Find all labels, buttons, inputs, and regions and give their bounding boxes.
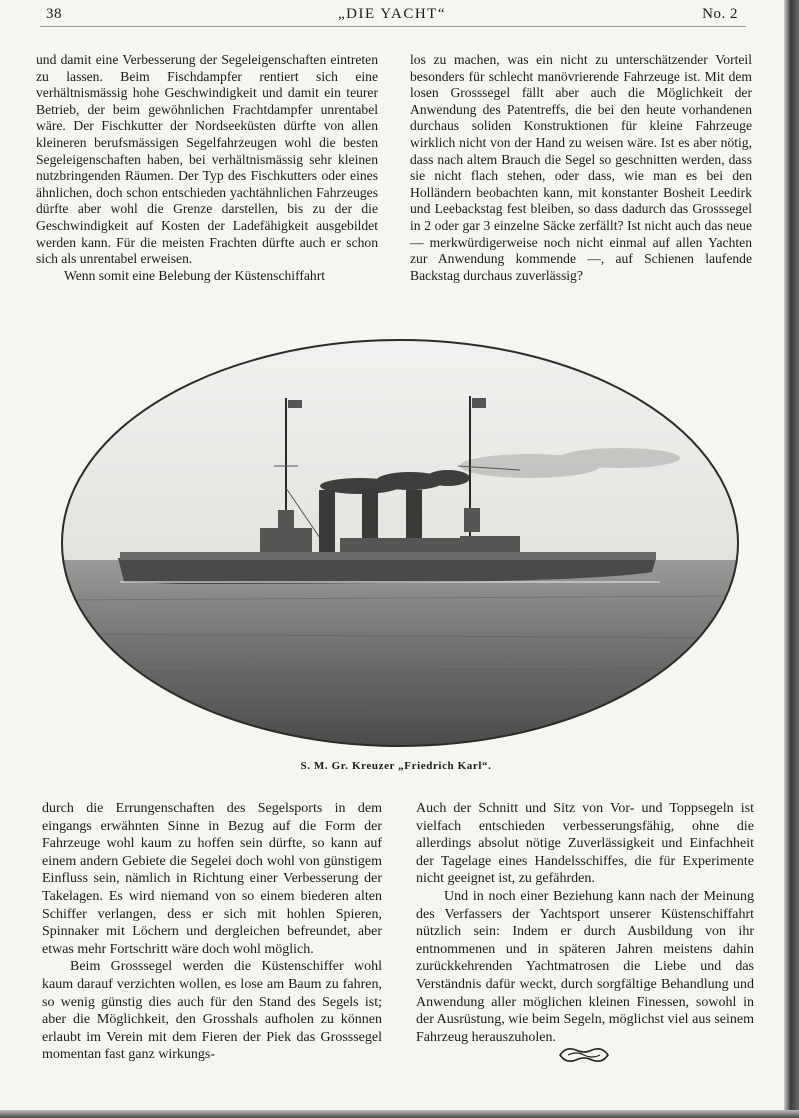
end-ornament-icon xyxy=(556,1044,612,1066)
issue-number: No. 2 xyxy=(702,6,738,22)
journal-title: „DIE YACHT“ xyxy=(337,6,446,22)
top-left-column xyxy=(36,52,378,284)
scan-edge-bottom xyxy=(0,1110,799,1118)
paragraph: Auch der Schnitt und Sitz von Vor- und Toppsegeln ist vielfach entschieden verbesserungsfähig, ohne die allerdings absolut nötige Zuverlässigkeit und Einfachheit der Tagelage eines Handelsschiffes, die für Experimente nicht geeignet ist, zu gefährden. xyxy=(416,801,754,887)
bottom-left-column xyxy=(42,800,382,1064)
header-rule xyxy=(40,26,746,27)
paragraph: durch die Errungenschaften des Segelsports in dem eingangs erwähnten Sinne in Bezug auf die Form der Fahrzeuge wohl kaum zu hoffen sein dürfte, so kann auf einem andern Gebiete die Segelei doch wohl von günstigem Einfluss sein, nämlich in Richtung einer Verbesserung der Takelagen. Es wird niemand von so einem biederen alten Schiffer verlangen, dess er sich mit hohlen Spieren, Spinnaker mit Löchern und dergleichen befreundet, aber etwas mehr Fortschritt wäre doch wohl möglich. xyxy=(42,801,382,957)
top-right-column xyxy=(410,52,752,284)
scan-edge-right xyxy=(784,0,799,1118)
paragraph: los zu machen, was ein nicht zu unterschätzender Vorteil besonders für schlecht manövrierende Fahrzeuge ist. Mit dem losen Grosssegel fällt aber auch die Möglichkeit der Anwendung des Patentreffs, die bei den heute vorhandenen durchaus soliden Konstruktionen für kleine Fahrzeuge wirklich nicht von der Hand zu weisen wäre. Ist es aber nötig, dass nach altem Brauch die Segel so geschnitten werden, dass sie nicht flach stehen, oder dass, wie man es bei den Holländern beobachten kann, mit konstanter Bosheit Leedirk und Leebackstag fest bleiben, so dass dadurch das Grosssegel in 2 oder gar 3 einzelne Säcke zerfällt? Ist nicht auch das neue — merkwürdigerweise noch nicht einmal auf allen Yachten zur Anwendung kommende —, auf Schienen laufende Backstag durchaus zuverlässig? xyxy=(410,52,752,283)
bottom-right-column xyxy=(416,800,754,1046)
paragraph: Und in noch einer Beziehung kann nach der Meinung des Verfassers der Yachtsport unserer Küstenschiffahrt nützlich sein: Indem er durch Ausbildung von ihr entnommenen und in späteren Jahren meistens dahin zurückkehrenden Yachtmatrosen die Liebe und das Verständnis dafür weckt, durch sorgfältige Behandlung und Anwendung aller möglichen kleinen Finessen, sowohl in der Ausrüstung, wie beim Segeln, möglichst viel aus seinem Fahrzeug herauszuholen. xyxy=(416,888,754,1045)
paragraph: Wenn somit eine Belebung der Küstenschiffahrt xyxy=(64,267,326,283)
running-head xyxy=(46,6,738,26)
figure-caption: S. M. Gr. Kreuzer „Friedrich Karl“. xyxy=(300,760,492,772)
paragraph: und damit eine Verbesserung der Segeleigenschaften eintreten zu lassen. Beim Fischdampfer rentiert sich eine verhältnismässig hohe Geschwindigkeit und damit ein teurer Betrieb, der beim gewöhnlichen Frachtdampfer unrentabel wäre. Der Fischkutter der Nordseeküsten dürfte von allen kleineren berufsmässigen Segelfahrzeugen wohl die besten Segeleigenschaften haben, bei verhältnismässig sehr kleinen nutzbringenden Räumen. Der Typ des Fischkutters oder eines ähnlichen, doch schon entschieden yachtähnlichen Fahrzeuges dürfte aber wohl die Grenze darstellen, bis zu der die Geschwindigkeit auf Kosten der Ladefähigkeit ausgebildet werden kann. Für die meisten Frachten dürfte auch er schon sich als unrentabel erweisen. xyxy=(36,52,378,267)
paragraph: Beim Grosssegel werden die Küstenschiffer wohl kaum darauf verzichten wollen, es lose am Baum zu fahren, so wenig günstig dies auch für den Stand des Segels ist; aber die Möglichkeit, den Grosshals aufholen zu können erlaubt im Verein mit dem Fieren der Piek das Grosssegel momentan fast ganz wirkungs- xyxy=(42,959,382,1063)
warship-photo xyxy=(60,338,740,748)
page-number: 38 xyxy=(46,6,62,22)
